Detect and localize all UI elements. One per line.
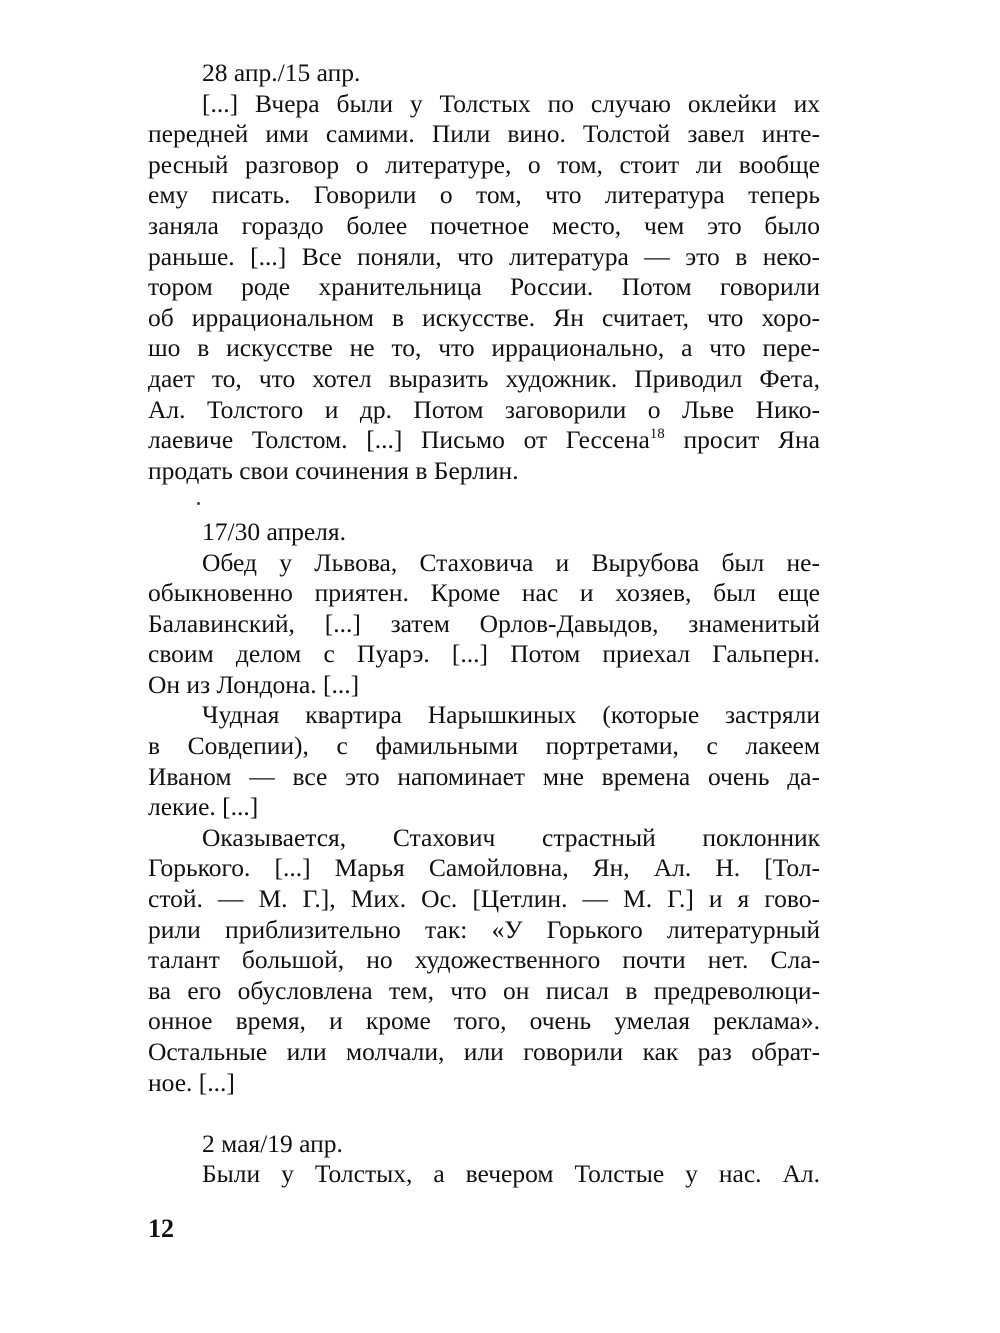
entry-spacer bbox=[148, 1098, 820, 1129]
text-line: тором роде хранительница России. Потом говорили bbox=[148, 272, 820, 302]
text-line: Были у Толстых, а вечером Толстые у нас. Ал. bbox=[202, 1159, 820, 1189]
entry-date: 2 мая/19 апр. bbox=[202, 1128, 343, 1158]
text-line: обыкновенно приятен. Кроме нас и хозяев, был еще bbox=[148, 578, 820, 608]
text-line: ва его обусловлена тем, что он писал в предреволюци- bbox=[148, 975, 820, 1005]
text-line: передней ими самими. Пили вино. Толстой завел инте- bbox=[148, 119, 820, 149]
diary-text bbox=[148, 58, 820, 1190]
text-line: Горького. [...] Марья Самойловна, Ян, Ал. Н. [Тол- bbox=[148, 853, 820, 883]
text-line: ему писать. Говорили о том, что литература теперь bbox=[148, 180, 820, 210]
text-line: Балавинский, [...] затем Орлов-Давыдов, знаменитый bbox=[148, 608, 820, 638]
entry-spacer bbox=[148, 486, 820, 517]
text-line: Оказывается, Стахович страстный поклонник bbox=[202, 822, 820, 852]
text-line: ресный разговор о литературе, о том, стоит ли вообще bbox=[148, 149, 820, 179]
text-line-with-footnote bbox=[148, 425, 820, 456]
text-line: стой. — М. Г.], Мих. Ос. [Цетлин. — М. Г.] и я гово- bbox=[148, 884, 820, 914]
entry-date: 17/30 апреля. bbox=[202, 516, 346, 546]
print-speck bbox=[197, 502, 200, 505]
text-line: Ал. Толстого и др. Потом заговорили о Льве Нико- bbox=[148, 394, 820, 424]
text-line: Он из Лондона. [...] bbox=[148, 669, 360, 699]
text-line: заняла гораздо более почетное место, чем это было bbox=[148, 210, 820, 240]
text-line: продать свои сочинения в Берлин. bbox=[148, 455, 519, 485]
text-line: об иррациональном в искусстве. Ян считает, что хоро- bbox=[148, 302, 820, 332]
entry-date: 28 апр./15 апр. bbox=[202, 58, 361, 87]
text-line: Обед у Львова, Стаховича и Вырубова был не- bbox=[202, 547, 820, 577]
text-line: своим делом с Пуарэ. [...] Потом приехал Гальперн. bbox=[148, 639, 820, 669]
text-fragment: лаевиче Толстом. [...] Письмо от Гессена bbox=[148, 425, 650, 455]
text-line: шо в искусстве не то, что иррационально, а что пере- bbox=[148, 333, 820, 363]
text-line: лекие. [...] bbox=[148, 792, 259, 822]
text-line: Иваном — все это напоминает мне времена очень да- bbox=[148, 761, 820, 791]
text-line: [...] Вчера были у Толстых по случаю оклейки их bbox=[202, 88, 820, 118]
text-line: дает то, что хотел выразить художник. Приводил Фета, bbox=[148, 363, 820, 393]
page-number: 12 bbox=[148, 1214, 174, 1243]
text-line: Остальные или молчали, или говорили как раз обрат- bbox=[148, 1037, 820, 1066]
text-line: в Совдепии), с фамильными портретами, с лакеем bbox=[148, 731, 820, 761]
text-line: талант большой, но художественного почти нет. Сла- bbox=[148, 945, 820, 975]
text-fragment: просит Яна bbox=[683, 425, 821, 455]
text-line: ное. [...] bbox=[148, 1067, 235, 1097]
text-line: Чудная квартира Нарышкиных (которые застряли bbox=[202, 700, 820, 730]
footnote-marker: 18 bbox=[649, 426, 665, 443]
text-line: онное время, и кроме того, очень умелая реклама». bbox=[148, 1006, 820, 1036]
text-line: рили приблизительно так: «У Горького литературный bbox=[148, 914, 820, 944]
text-line: раньше. [...] Все поняли, что литература — это в неко- bbox=[148, 241, 820, 271]
